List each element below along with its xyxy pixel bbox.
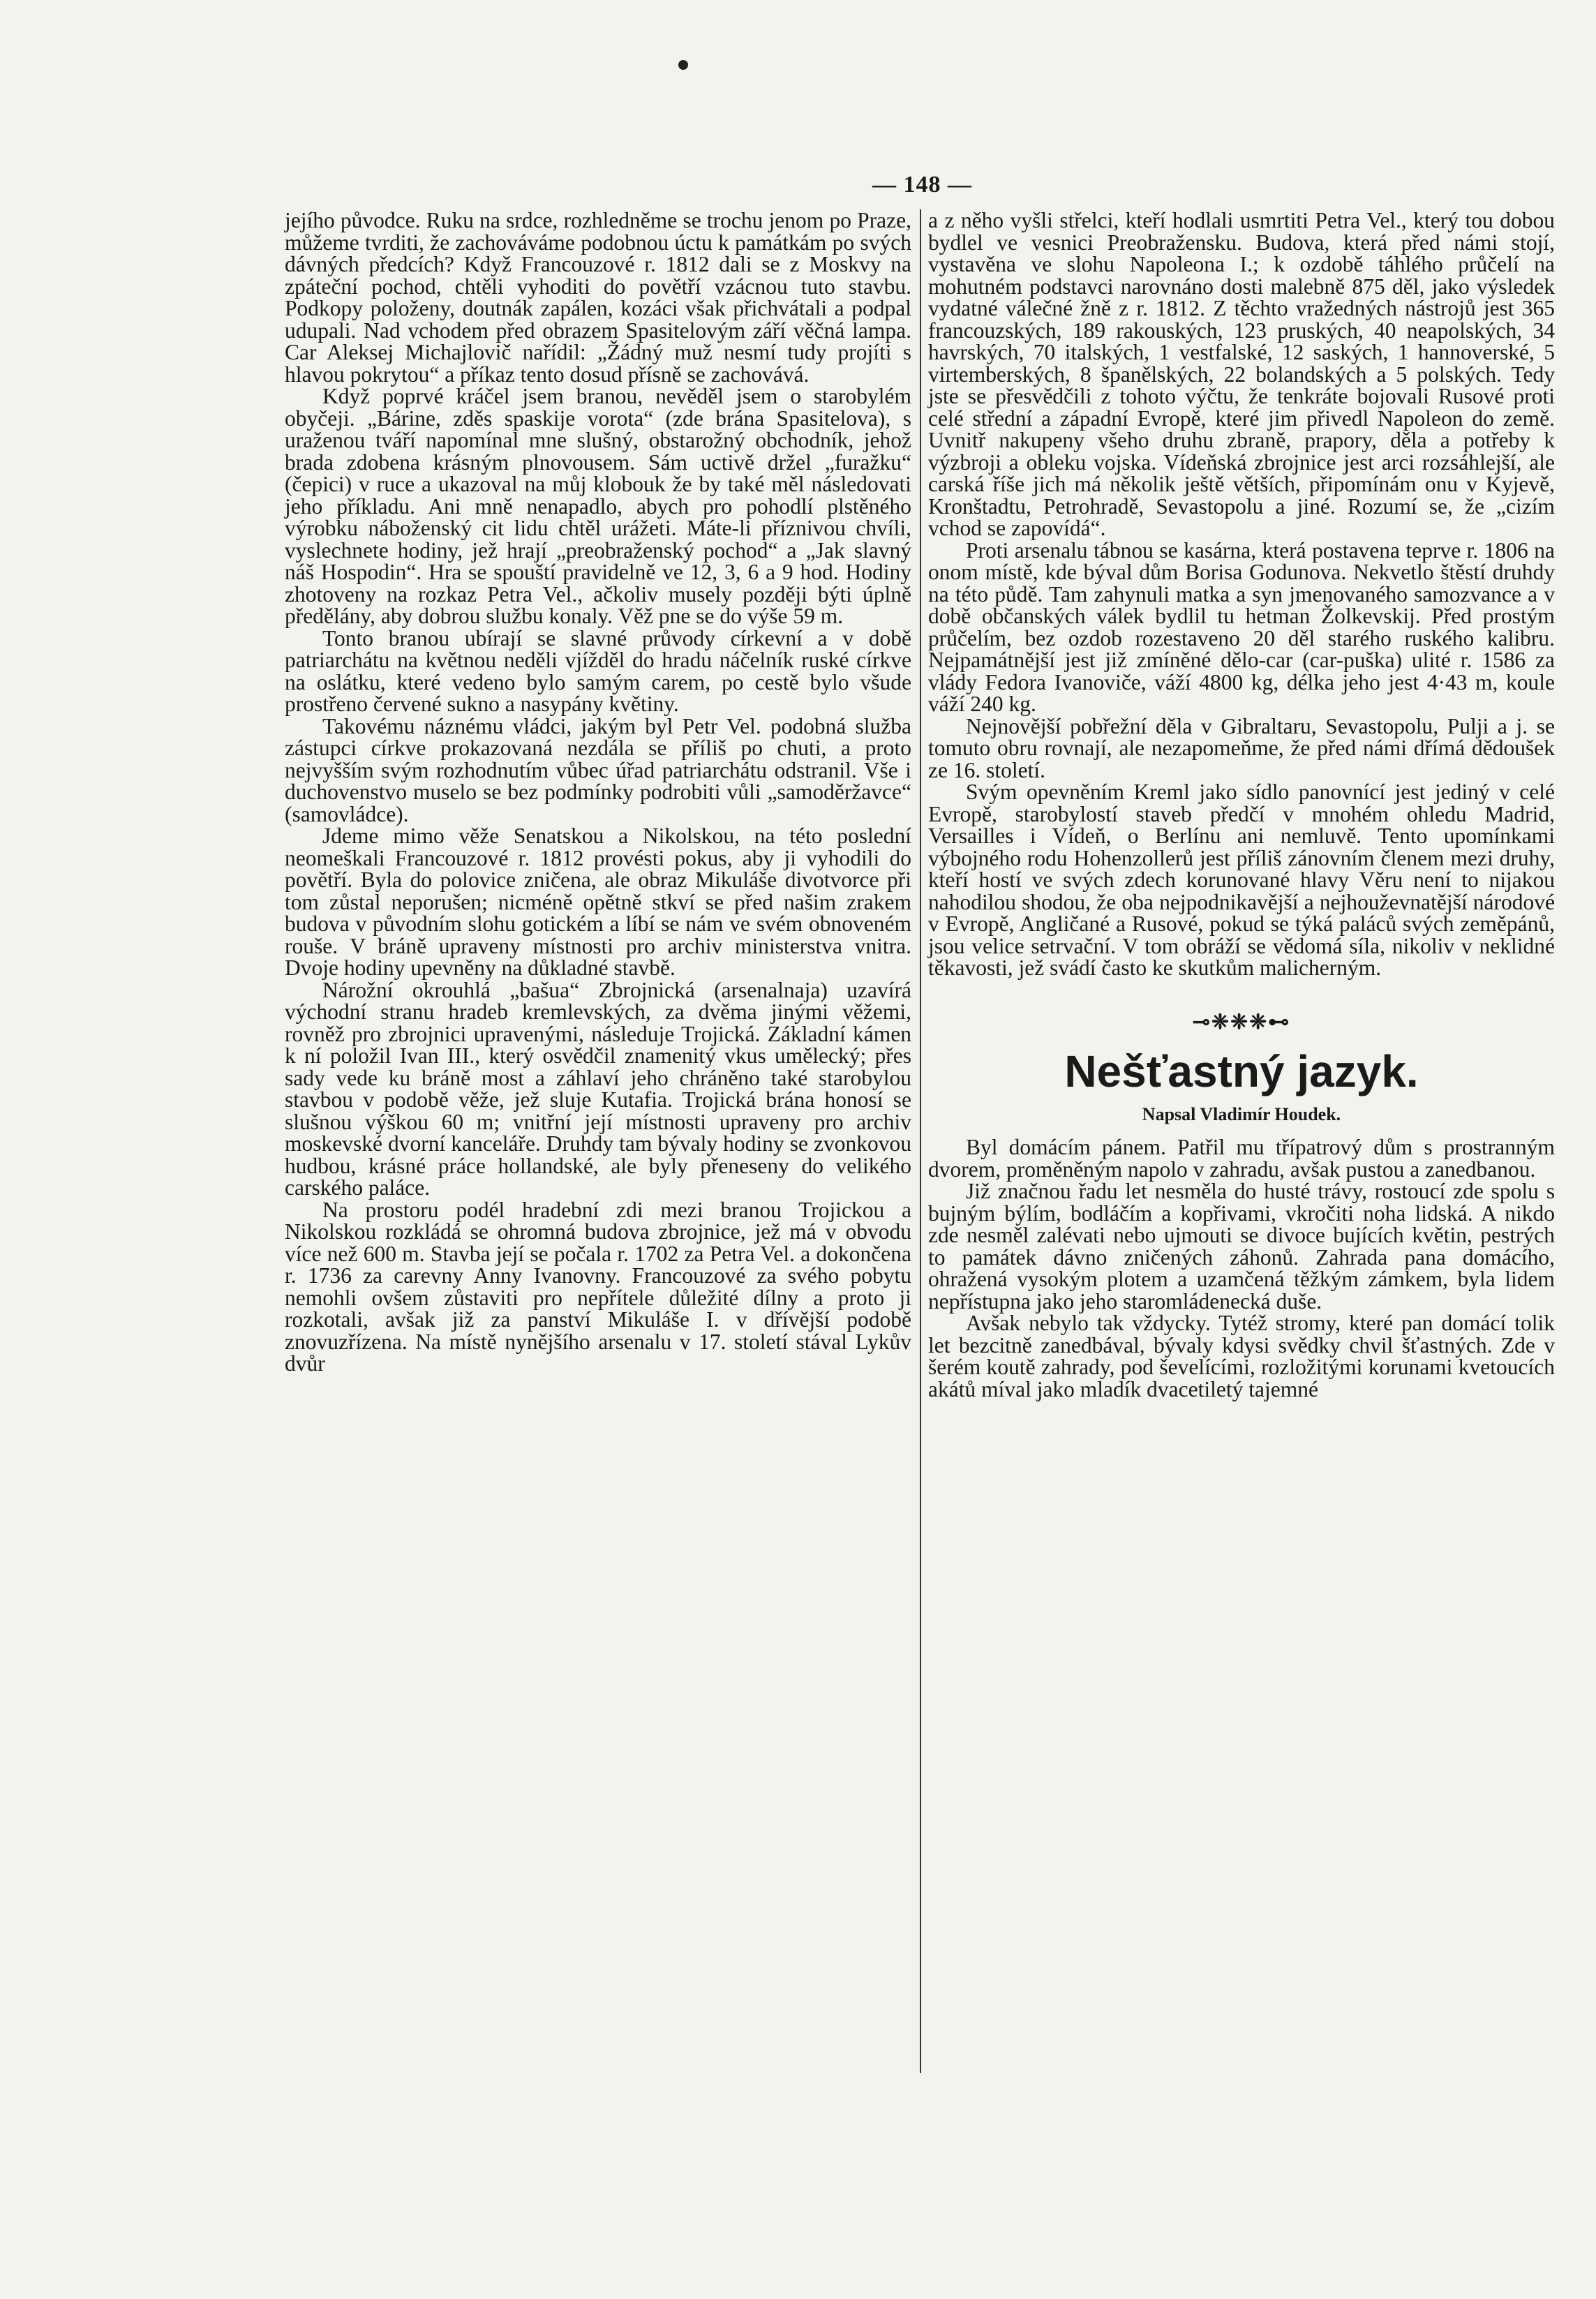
right-column (928, 209, 1555, 1400)
story-paragraph: Již značnou řadu let nesměla do husté trávy, rostoucí zde spolu s bujným býlím, bodláčím a kopřivami, vkročiti noha lidská. A nikdo zde nesměl zalévati nebo ujmouti se divoce bujících květin, pestrých to památek dávno zničených záhonů. Zahrada pana domácího, ohražená vysokým plotem a uzamčená těžkým zámkem, byla lidem nepřístupna jako jeho staromládenecká duše. (928, 1179, 1555, 1314)
story-paragraph: Byl domácím pánem. Patřil mu třípatrový dům s prostranným dvorem, proměněným napolo v zahradu, avšak pustou a zanedbanou. (928, 1135, 1555, 1182)
paragraph: Proti arsenalu tábnou se kasárna, která postavena teprve r. 1806 na onom místě, kde býval dům Borisa Godunova. Nekvetlo štěstí druhdy na této půdě. Tam zahynuli matka a syn jmenovaného samozvance a v době občanských válek bydlil tu hetman Žolkevskij. Před prostým průčelím, bez ozdob rozestaveno 20 děl starého ruského kalibru. Nejpamátnější jest již zmíněné dělo-car (car-puška) ulité r. 1586 za vlády Fedora Ivanoviče, váží 4800 kg, délka jeho jest 4·43 m, koule váží 240 kg. (928, 537, 1555, 716)
story-paragraph: Avšak nebylo tak vždycky. Tytéž stromy, které pan domácí tolik let bezcitně zanedbával, bývaly kdysi svědky chvil šťastných. Zde v šerém koutě zahrady, pod ševelícími, rozložitými korunami kvetoucích akátů míval jako mladík dvacetiletý tajemné (928, 1311, 1555, 1401)
page-number: — 148 — (872, 172, 972, 198)
paragraph: jejího původce. Ruku na srdce, rozhledněme se trochu jenom po Praze, můžeme tvrditi, že zachováváme podobnou úctu k památkám po svých dávných předcích? Když Francouzové r. 1812 dali se z Moskvy na zpáteční pochod, chtěli vyhoditi do povětří vzácnou tuto stavbu. Podkopy položeny, doutnák zapálen, kozáci však přichvátali a podpal udupali. Nad vchodem před obrazem Spasitelovým září věčná lampa. Car Aleksej Michajlovič nařídil: „Žádný muž nesmí tudy projíti s hlavou pokrytou“ a příkaz tento dosud přísně se zachovává. (285, 208, 911, 387)
story-byline: Napsal Vladimír Houdek. (1142, 1104, 1341, 1124)
paragraph: Když poprvé kráčel jsem branou, nevěděl jsem o starobylém obyčeji. „Bárine, zděs spaskije vorota“ (zde brána Spasitelova), s uraženou tváří napomínal mne slušný, obstarožný obchodník, jehož brada zdobena krásným plnovousem. Sám uctivě držel „furažku“ (čepici) v ruce a ukazoval na můj klobouk že by také měl následovati jeho příkladu. Ani mně nenapadlo, abych pro pohodlí plstěného výrobku náboženský cit lidu chtěl urážeti. Máte-li příznivou chvíli, vyslechnete hodiny, jež hrají „preobraženský pochod“ a „Jak slavný náš Hospodin“. Hra se spouští pravidelně ve 12, 3, 6 a 9 hod. Hodiny zhotoveny na rozkaz Petra Vel., ačkoliv musely později býti úplně předělány, aby dobrou službu konaly. Věž pne se do výše 59 m. (285, 384, 911, 628)
paragraph: Tonto branou ubírají se slavné průvody církevní a v době patriarchátu na květnou neděli vjížděl do hradu náčelník ruské církve na oslátku, které vedeno bylo samým carem, po cestě bylo všude prostřeno červené sukno a nasypány květiny. (285, 625, 911, 716)
paragraph: Na prostoru podél hradební zdi mezi branou Trojickou a Nikolskou rozkládá se ohromná budova zbrojnice, jež má v obvodu více než 600 m. Stavba její se počala r. 1702 za Petra Vel. a dokončena r. 1736 za carevny Anny Ivanovny. Francouzové za svého pobytu nemohli ovšem zůstaviti pro nepřítele důležité dílny a proto ji rozkotali, avšak již za panství Mikuláše I. v dřívější podobě znovuzřízena. Na místě nynějšího arsenalu v 17. století stával Lykův dvůr (285, 1197, 911, 1376)
column-divider (920, 209, 921, 2073)
story-title: Nešťastný jazyk. (1064, 1046, 1419, 1096)
paragraph: Nárožní okrouhlá „bašua“ Zbrojnická (arsenalnaja) uzavírá východní stranu hradeb kremlevských, za dvěma jinými věžemi, rovněž pro zbrojnici upravenými, následuje Trojická. Základní kámen k ní položil Ivan III., který osvědčil znamenitý vkus umělecký; přes sady vede ku bráně most a záhlaví jeho chráněno také starobylou stavbou v podobě věže, jež sluje Kutafia. Trojická brána honosí se slušnou výškou 60 m; vnitřní její místnosti upraveny pro archiv moskevské dvorní kanceláře. Druhdy tam bývaly hodiny se zvonkovou hudbou, krásné práce hollandské, ale byly přeneseny do velikého carského paláce. (285, 977, 911, 1200)
paragraph: Svým opevněním Kreml jako sídlo panovnící jest jediný v celé Evropě, starobylostí staveb předčí v mnohém ohledu Madrid, Versailles i Vídeň, o Berlínu ani nemluvě. Tento upomínkami výbojného rodu Hohenzollerů jest příliš zánovním členem mezi druhy, kteří hostí ve svých zdech korunované hlavy Věru není to nijakou nahodilou shodou, že oba nejpodnikavější a nejhouževnatější národové v Evropě, Angličané a Rusové, pokud se týká paláců svých zeměpánů, jsou velice setrvační. V tom obráží se vědomá síla, nikoliv v neklidné těkavosti, jež svádí často ke skutkům malicherným. (928, 780, 1555, 980)
left-column (285, 209, 911, 1375)
printer-mark-dot (678, 60, 688, 70)
paragraph: Jdeme mimo věže Senatskou a Nikolskou, na této poslední neomeškali Francouzové r. 1812 provésti pokus, aby ji vyhodili do povětří. Byla do polovice zničena, ale obraz Mikuláše divotvorce při tom zůstal neporušen; nicméně opětně stkví se před našim zrakem budova v původním slohu gotickém a líbí se nám ve svém obnoveném rouše. V bráně upraveny místnosti pro archiv ministerstva vnitra. Dvoje hodiny upevněny na důkladné stavbě. (285, 824, 911, 980)
paragraph: a z něho vyšli střelci, kteří hodlali usmrtiti Petra Vel., který tou dobou bydlel ve vesnici Preobražensku. Budova, která před námi stojí, vystavěna ve slohu Napoleona I.; k ozdobě táhlého průčelí na mohutném podstavci narovnáno dosti malebně 875 děl, jako výsledek vydatné válečné žně z r. 1812. Z těchto vražedných nástrojů jest 365 francouzských, 189 rakouských, 123 pruských, 40 neapolských, 34 havrských, 70 italských, 1 vestfalské, 12 saských, 1 hannoverské, 5 virtemberských, 8 španělských, 22 bolandských a 5 polských. Tedy jste se přesvědčili z tohoto výčtu, že tenkráte bojovali Rusové proti celé střední a západní Evropě, které jim přivedl Napoleon do země. Uvnitř nakupeny všeho druhu zbraně, prapory, děla a potřeby k výzbroji a obleku vojska. Vídeňská zbrojnice jest arci rozsáhlejší, ale carská říše jich má několik ještě větších, připomínám onu v Kyjevě, Kronštadtu, Petrohradě, Sevastopolu a jiné. Rozumí se, že „cizím vchod se zapovídá“. (928, 208, 1555, 540)
paragraph: Nejnovější pobřežní děla v Gibraltaru, Sevastopolu, Pulji a j. se tomuto obru rovnají, ale nezapomeňme, že před námi dřímá dědoušek ze 16. století. (928, 713, 1555, 782)
paragraph: Takovému náznému vládci, jakým byl Petr Vel. podobná služba zástupci církve prokazovaná nezdála se příliš po chuti, a proto nejvyšším svým rozhodnutím vůbec úřad patriarchátu odstranil. Vše i duchovenstvo muselo se bez podmínky podrobiti vůli „samoděržavce“ (samovládce). (285, 713, 911, 826)
section-ornament: ⊸❈❈❈⊷ (1192, 1010, 1291, 1034)
